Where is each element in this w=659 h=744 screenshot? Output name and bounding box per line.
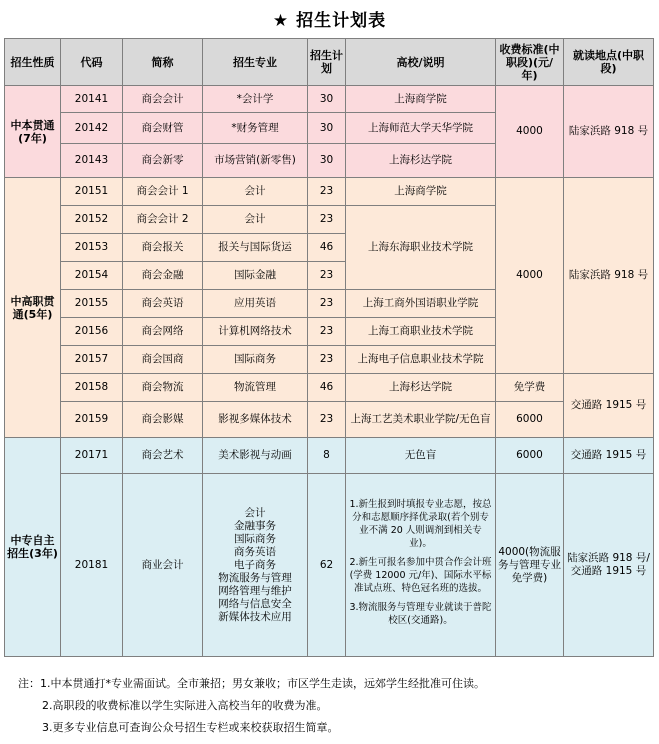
major-cell: 应用英语: [203, 290, 308, 318]
abbr-cell: 商会网络: [123, 318, 203, 346]
major-cell: 会计: [203, 206, 308, 234]
major-item: 网络管理与维护: [218, 584, 292, 597]
location-cell: 交通路 1915 号: [564, 374, 654, 438]
school-cell: 上海工艺美术职业学院/无色盲: [346, 402, 496, 438]
header-row: [5, 39, 654, 86]
abbr-cell: 商会会计: [123, 86, 203, 113]
code-cell: 20159: [61, 402, 123, 438]
header-cell: 简称: [123, 39, 203, 86]
footer-note: 3.更多专业信息可查询公众号招生专栏或来校获取招生简章。: [42, 721, 339, 734]
code-cell: 20141: [61, 86, 123, 113]
fee-cell: 免学费: [496, 374, 564, 402]
plan-cell: 46: [308, 374, 346, 402]
abbr-cell: 商会报关: [123, 234, 203, 262]
code-cell: 20181: [61, 474, 123, 657]
school-cell: 无色盲: [346, 438, 496, 474]
major-cell: 影视多媒体技术: [203, 402, 308, 438]
plan-cell: 23: [308, 262, 346, 290]
major-item: 金融事务: [234, 519, 276, 532]
school-cell: 上海电子信息职业技术学院: [346, 346, 496, 374]
table-row: [5, 86, 654, 113]
major-cell: 报关与国际货运: [203, 234, 308, 262]
footer-note: 注：1.中本贯通打*专业需面试。全市兼招；男女兼收；市区学生走读，远郊学生经批准可住读。: [18, 677, 485, 690]
header-cell: 高校/说明: [346, 39, 496, 86]
code-cell: 20142: [61, 113, 123, 144]
major-item: 新媒体技术应用: [218, 610, 292, 623]
school-cell: 上海工商职业技术学院: [346, 318, 496, 346]
code-cell: 20156: [61, 318, 123, 346]
abbr-cell: 商会财管: [123, 113, 203, 144]
group-label: 中专自主招生(3年): [5, 438, 61, 657]
plan-cell: 46: [308, 234, 346, 262]
enrollment-plan-table: [4, 38, 654, 657]
table-row: [5, 402, 654, 438]
code-cell: 20153: [61, 234, 123, 262]
plan-cell: 23: [308, 290, 346, 318]
abbr-cell: 商会物流: [123, 374, 203, 402]
code-cell: 20152: [61, 206, 123, 234]
note-item: 3.物流服务与管理专业就读于普陀校区(交通路)。: [349, 601, 492, 626]
location-cell: 陆家浜路 918 号/交通路 1915 号: [564, 474, 654, 657]
school-cell: 上海商学院: [346, 178, 496, 206]
header-cell: 就读地点(中职段): [564, 39, 654, 86]
major-cell: 国际商务: [203, 346, 308, 374]
major-item: 商务英语: [234, 545, 276, 558]
school-cell: 上海杉达学院: [346, 144, 496, 178]
abbr-cell: 商业会计: [123, 474, 203, 657]
major-item: 网络与信息安全: [218, 597, 292, 610]
table-row: [5, 178, 654, 206]
code-cell: 20155: [61, 290, 123, 318]
fee-cell: 6000: [496, 402, 564, 438]
major-item: 物流服务与管理: [218, 571, 292, 584]
location-cell: 陆家浜路 918 号: [564, 86, 654, 178]
plan-cell: 30: [308, 86, 346, 113]
major-cell: 会计: [203, 178, 308, 206]
school-cell: 上海杉达学院: [346, 374, 496, 402]
notes-cell: [346, 474, 496, 657]
school-cell: 上海东海职业技术学院: [346, 206, 496, 290]
plan-cell: 23: [308, 402, 346, 438]
footer-notes: [18, 675, 648, 741]
major-cell: *会计学: [203, 86, 308, 113]
fee-cell: 6000: [496, 438, 564, 474]
school-cell: 上海商学院: [346, 86, 496, 113]
plan-cell: 62: [308, 474, 346, 657]
fee-cell: 4000: [496, 178, 564, 374]
abbr-cell: 商会英语: [123, 290, 203, 318]
plan-cell: 23: [308, 318, 346, 346]
abbr-cell: 商会国商: [123, 346, 203, 374]
code-cell: 20143: [61, 144, 123, 178]
school-cell: 上海师范大学天华学院: [346, 113, 496, 144]
abbr-cell: 商会金融: [123, 262, 203, 290]
note-item: 1.新生报到时填报专业志愿，按总分和志愿顺序择优录取(若个别专业不满 20 人则调剂到相关专业)。: [349, 498, 492, 549]
header-cell: 招生性质: [5, 39, 61, 86]
plan-cell: 30: [308, 144, 346, 178]
table-row: [5, 474, 654, 657]
code-cell: 20157: [61, 346, 123, 374]
abbr-cell: 商会新零: [123, 144, 203, 178]
header-cell: 招生计划: [308, 39, 346, 86]
major-list-cell: [203, 474, 308, 657]
group-label: 中高职贯通(5年): [5, 178, 61, 438]
plan-cell: 23: [308, 206, 346, 234]
major-cell: 国际金融: [203, 262, 308, 290]
table-row: [5, 374, 654, 402]
major-item: 电子商务: [234, 558, 276, 571]
fee-cell: 4000: [496, 86, 564, 178]
abbr-cell: 商会影媒: [123, 402, 203, 438]
code-cell: 20151: [61, 178, 123, 206]
note-item: 2.新生可报名参加中贯合作会计班(学费 12000 元/年)、国际水平标准试点班、特色冠名班的选拔。: [349, 556, 492, 594]
header-cell: 代码: [61, 39, 123, 86]
major-cell: 计算机网络技术: [203, 318, 308, 346]
school-cell: 上海工商外国语职业学院: [346, 290, 496, 318]
code-cell: 20171: [61, 438, 123, 474]
abbr-cell: 商会会计 1: [123, 178, 203, 206]
location-cell: 陆家浜路 918 号: [564, 178, 654, 374]
major-cell: 美术影视与动画: [203, 438, 308, 474]
major-item: 国际商务: [234, 532, 276, 545]
code-cell: 20158: [61, 374, 123, 402]
abbr-cell: 商会会计 2: [123, 206, 203, 234]
plan-cell: 30: [308, 113, 346, 144]
page-title: ★ 招生计划表: [272, 11, 387, 31]
group-label: 中本贯通(7年): [5, 86, 61, 178]
code-cell: 20154: [61, 262, 123, 290]
table-row: [5, 438, 654, 474]
major-cell: 市场营销(新零售): [203, 144, 308, 178]
plan-cell: 8: [308, 438, 346, 474]
location-cell: 交通路 1915 号: [564, 438, 654, 474]
footer-note: 2.高职段的收费标准以学生实际进入高校当年的收费为准。: [42, 699, 328, 712]
plan-cell: 23: [308, 346, 346, 374]
major-item: 会计: [244, 506, 266, 519]
plan-cell: 23: [308, 178, 346, 206]
major-cell: *财务管理: [203, 113, 308, 144]
header-cell: 招生专业: [203, 39, 308, 86]
fee-cell: 4000(物流服务与管理专业免学费): [496, 474, 564, 657]
header-cell: 收费标准(中职段)(元/年): [496, 39, 564, 86]
abbr-cell: 商会艺术: [123, 438, 203, 474]
major-cell: 物流管理: [203, 374, 308, 402]
